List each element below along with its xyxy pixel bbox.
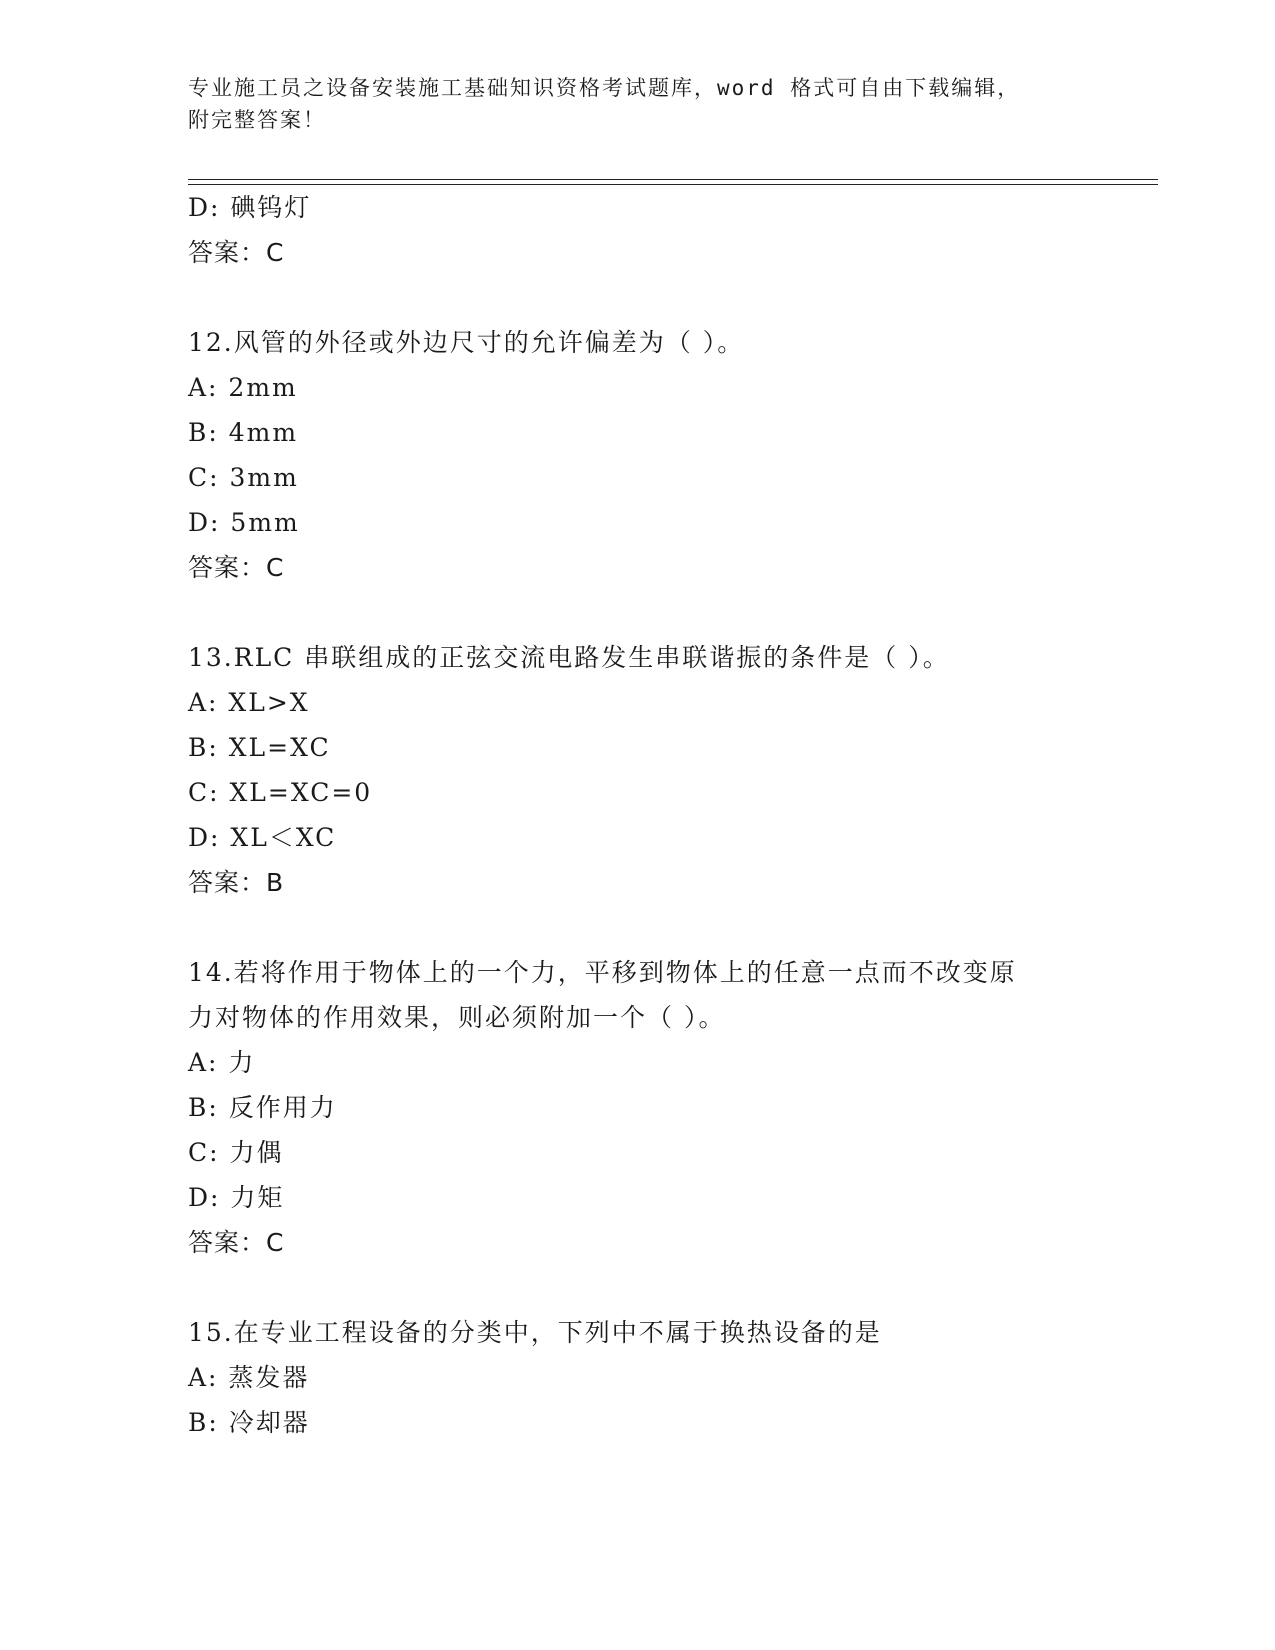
q12-option-d: D: 5mm [188,508,300,537]
q15-stem: 15.在专业工程设备的分类中，下列中不属于换热设备的是 [188,1318,882,1347]
q14-option-a: A: 力 [188,1048,256,1077]
q12-option-a: A: 2mm [188,373,298,402]
q14-answer: 答案：C [188,1228,285,1257]
document-header [188,72,1088,136]
q14-option-d: D: 力矩 [188,1183,285,1212]
q13-option-d: D: XL＜XC [188,823,337,852]
header-divider-top [188,179,1158,180]
q13-stem: 13.RLC 串联组成的正弦交流电路发生串联谐振的条件是（ ）。 [188,643,950,672]
header-divider-bottom [188,184,1158,185]
q12-stem: 12.风管的外径或外边尺寸的允许偏差为（ ）。 [188,328,745,357]
q13-option-a: A: XL>X [188,688,310,717]
q15-option-a: A: 蒸发器 [188,1363,310,1392]
q13-answer: 答案：B [188,868,285,897]
q14-option-c: C: 力偶 [188,1138,284,1167]
q12-answer: 答案：C [188,553,285,582]
q14-option-b: B: 反作用力 [188,1093,337,1122]
q14-stem-line-2: 力对物体的作用效果，则必须附加一个（ ）。 [188,1003,726,1032]
q12-option-b: B: 4mm [188,418,299,447]
q14-stem-line-1: 14.若将作用于物体上的一个力，平移到物体上的任意一点而不改变原 [188,958,1017,987]
q13-option-c: C: XL=XC=0 [188,778,373,807]
q15-option-b: B: 冷却器 [188,1408,310,1437]
q11-answer: 答案：C [188,238,285,267]
q13-option-b: B: XL=XC [188,733,331,762]
q12-option-c: C: 3mm [188,463,299,492]
header-line-1: 专业施工员之设备安装施工基础知识资格考试题库，word 格式可自由下载编辑， [188,76,1021,100]
header-line-2: 附完整答案！ [188,108,326,132]
q11-option-d: D: 碘钨灯 [188,193,312,222]
